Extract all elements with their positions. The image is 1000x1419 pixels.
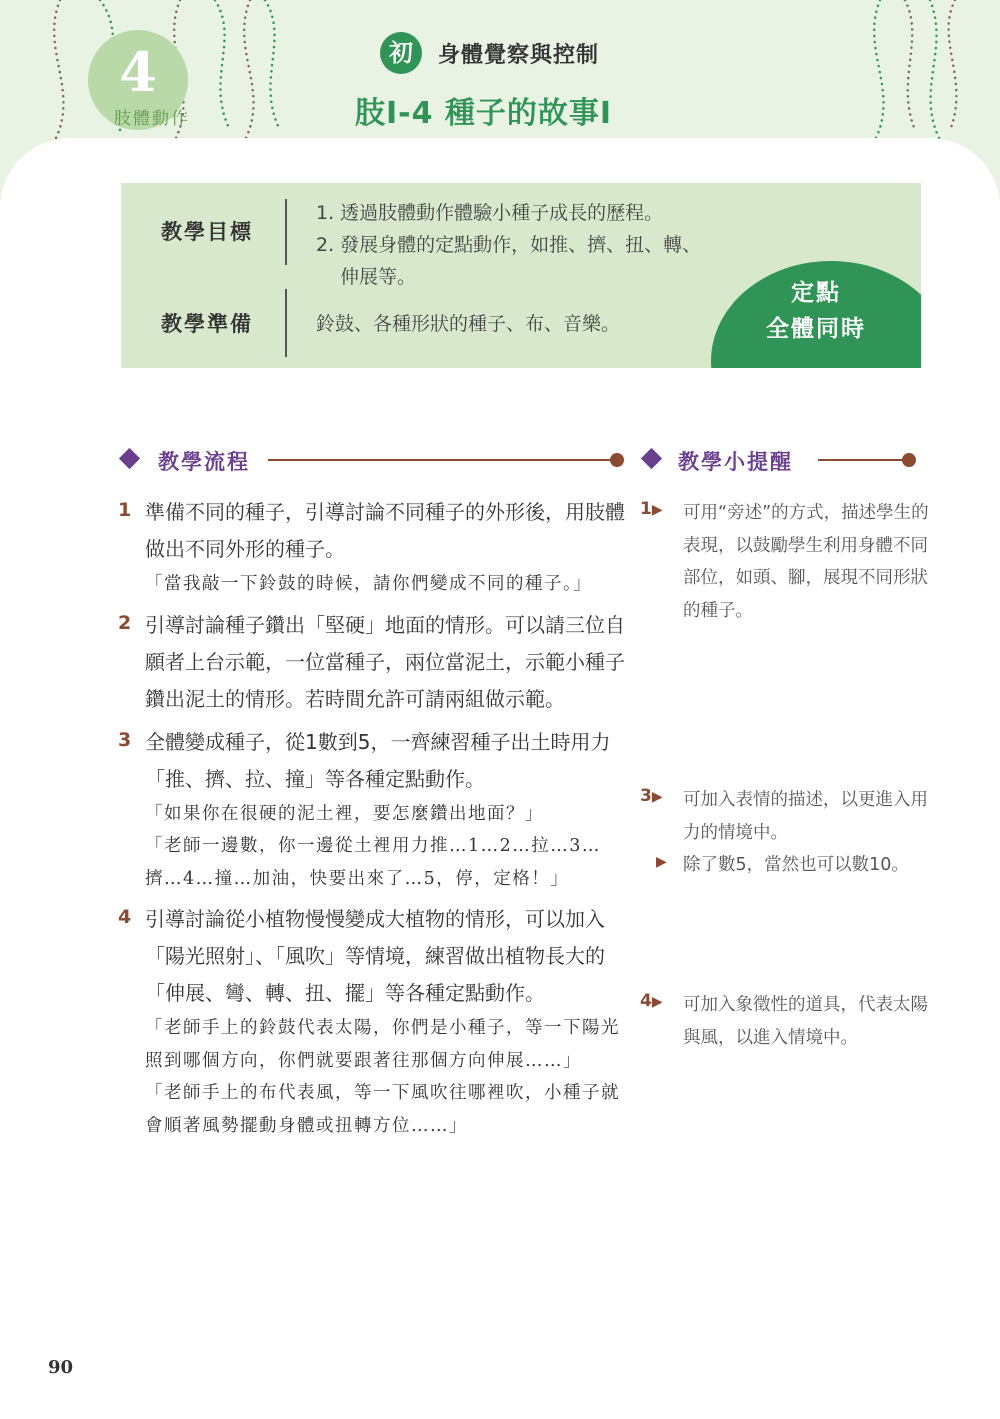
prep-label: 教學準備 — [161, 312, 253, 336]
step-list — [118, 494, 628, 1148]
step-text: 全體變成種子，從1數到5，一齊練習種子出土時用力「推、擠、拉、撞」等各種定點動作。 — [145, 729, 611, 791]
tip-text: 可加入表情的描述，以更進入用力的情境中。 — [683, 790, 928, 843]
step-text: 引導討論種子鑽出「堅硬」地面的情形。可以請三位自願者上台示範，一位當種子，兩位當泥土，示範小種子鑽出泥土的情形。若時間允許可請兩組做示範。 — [145, 612, 625, 711]
goal-item: 伸展等。 — [340, 266, 417, 288]
step-text: 引導討論從小植物慢慢變成大植物的情形，可以加入「陽光照射」、「風吹」等情境，練習做出植物長大的「伸展、彎、轉、扭、擺」等各種定點動作。 — [145, 907, 605, 1005]
lesson-title: 肢I-4 種子的故事I — [355, 96, 613, 131]
flow-section-header — [118, 446, 630, 476]
tip-item — [640, 784, 930, 849]
tip-marker — [656, 851, 667, 871]
focus-line: 全體同時 — [766, 316, 866, 342]
page-number: 90 — [48, 1357, 74, 1378]
tip-number: 3 — [640, 786, 652, 806]
level-title: 身體覺察與控制 — [438, 43, 600, 68]
level-badge: 初 — [380, 32, 422, 74]
prep-text: 鈴鼓、各種形狀的種子、布、音樂。 — [316, 313, 621, 335]
prep-divider — [285, 289, 287, 357]
goal-label: 教學目標 — [161, 220, 253, 244]
arrow-right-icon: ▶ — [656, 854, 667, 870]
step-quote: 「老師手上的布代表風，等一下風吹往哪裡吹，小種子就會順著風勢擺動身體或扭轉方位……」 — [145, 1083, 620, 1136]
step-item — [118, 494, 628, 601]
chapter-name: 肢體動作 — [114, 109, 190, 129]
tip-item — [640, 989, 930, 1054]
tip-marker — [640, 499, 663, 519]
tip-item — [640, 497, 930, 627]
step-number: 3 — [118, 728, 132, 751]
step-item — [118, 724, 628, 896]
step-quote: 「當我敲一下鈴鼓的時候，請你們變成不同的種子。」 — [145, 574, 593, 594]
step-item — [118, 607, 628, 718]
goal-divider — [285, 199, 287, 265]
tips-title: 教學小提醒 — [678, 450, 793, 474]
tip-number: 4 — [640, 991, 652, 1011]
arrow-right-icon: ▶ — [651, 994, 663, 1010]
focus-text — [731, 275, 901, 347]
arrow-right-icon: ▶ — [651, 789, 663, 805]
goal-item: 1. 透過肢體動作體驗小種子成長的歷程。 — [316, 202, 664, 224]
step-quote: 「如果你在很硬的泥土裡，要怎麼鑽出地面？」 — [145, 803, 544, 824]
diamond-icon — [119, 448, 140, 469]
tip-item — [640, 849, 930, 882]
tips-section-header — [640, 446, 930, 476]
divider-line — [818, 459, 908, 461]
divider-line — [268, 459, 613, 461]
step-text: 準備不同的種子，引導討論不同種子的外形後，用肢體做出不同外形的種子。 — [145, 500, 625, 561]
step-number: 1 — [118, 499, 132, 521]
flow-title: 教學流程 — [158, 450, 250, 474]
tip-text: 可加入象徵性的道具，代表太陽與風，以進入情境中。 — [683, 995, 928, 1048]
chapter-number: 4 — [119, 40, 157, 104]
dot-icon — [610, 453, 624, 467]
diamond-icon — [641, 448, 662, 469]
tip-number: 1 — [640, 499, 652, 519]
step-number: 2 — [118, 611, 132, 634]
goal-list — [316, 197, 701, 293]
tip-marker — [640, 786, 663, 806]
dot-icon — [902, 453, 916, 467]
focus-line: 定點 — [791, 280, 841, 306]
step-number: 4 — [118, 906, 132, 928]
tip-text: 除了數5，當然也可以數10。 — [683, 855, 909, 875]
step-item — [118, 901, 628, 1142]
step-quote: 「老師一邊數，你一邊從土裡用力推…1…2…拉…3…擠…4…撞…加油，快要出來了…5，停，定格！」 — [145, 836, 601, 889]
tip-marker — [640, 991, 663, 1011]
tip-text: 可用“旁述”的方式，描述學生的表現，以鼓勵學生利用身體不同部位，如頭、腳，展現不同形狀的種子。 — [683, 503, 929, 621]
goal-item: 2. 發展身體的定點動作，如推、擠、扭、轉、 — [316, 234, 702, 256]
step-quote: 「老師手上的鈴鼓代表太陽，你們是小種子，等一下陽光照到哪個方向，你們就要跟著往那個方向伸展……」 — [145, 1018, 620, 1071]
arrow-right-icon: ▶ — [651, 502, 663, 518]
info-box — [121, 183, 921, 368]
